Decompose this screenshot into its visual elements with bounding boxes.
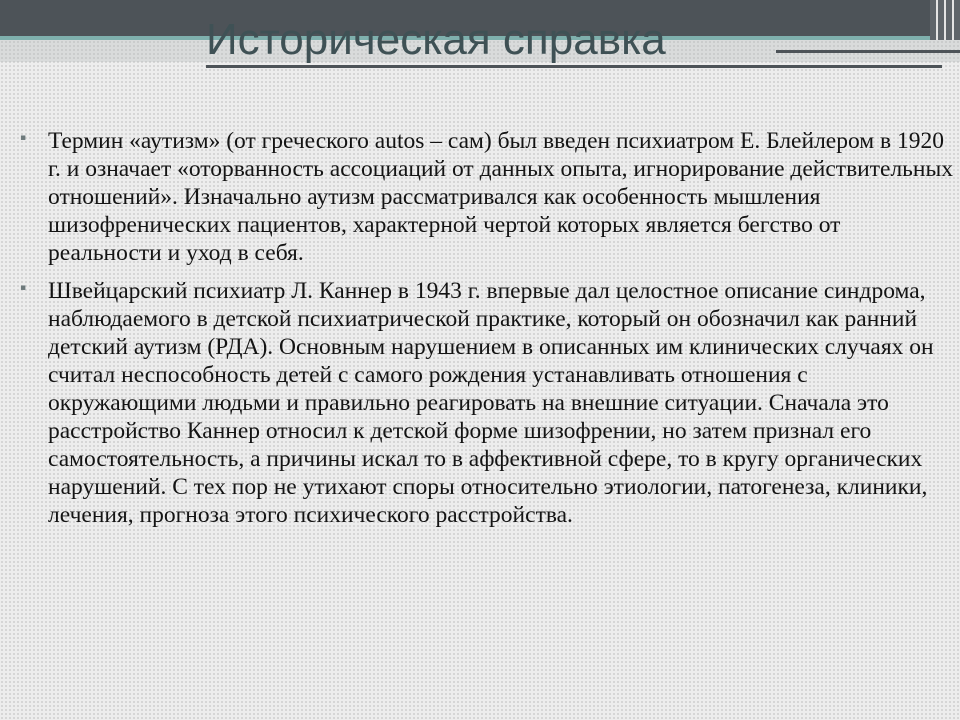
- slide-body: [18, 127, 954, 539]
- title-accent-line: [776, 50, 960, 53]
- bullet-icon: ▪: [20, 133, 27, 143]
- bullet-text: Термин «аутизм» (от греческого autos – сам) был введен психиатром Е. Блейлером в 1920 г. и означает «оторванность ассоциаций от данных опыта, игнорирование действительных отношений». Изначально аутизм рассматривался как особенность мышления шизофренических пациентов, характерной чертой которых является бегство от реальности и уход в себя.: [48, 128, 954, 266]
- corner-rail: [952, 0, 954, 40]
- slide-title: Историческая справка: [206, 15, 666, 64]
- title-area: [206, 14, 942, 66]
- bullet-item: [18, 277, 954, 529]
- bullet-item: [18, 127, 954, 267]
- bullet-icon: ▪: [20, 283, 27, 293]
- bullet-text: Швейцарский психиатр Л. Каннер в 1943 г. впервые дал целостное описание синдрома, наблюдаемого в детской психиатрической практике, который он обозначил как ранний детский аутизм (РДА). Основным нарушением в описанных им клинических случаях он считал неспособность детей с самого рождения устанавливать отношения с окружающими людьми и правильно реагировать на внешние ситуации. Сначала это расстройство Каннер относил к детской форме шизофрении, но затем признал его самостоятельность, а причины искал то в аффективной сфере, то в кругу органических нарушений. С тех пор не утихают споры относительно этиологии, патогенеза, клиники, лечения, прогноза этого психического расстройства.: [48, 278, 934, 528]
- corner-rail: [944, 0, 946, 40]
- title-underline: [206, 65, 942, 68]
